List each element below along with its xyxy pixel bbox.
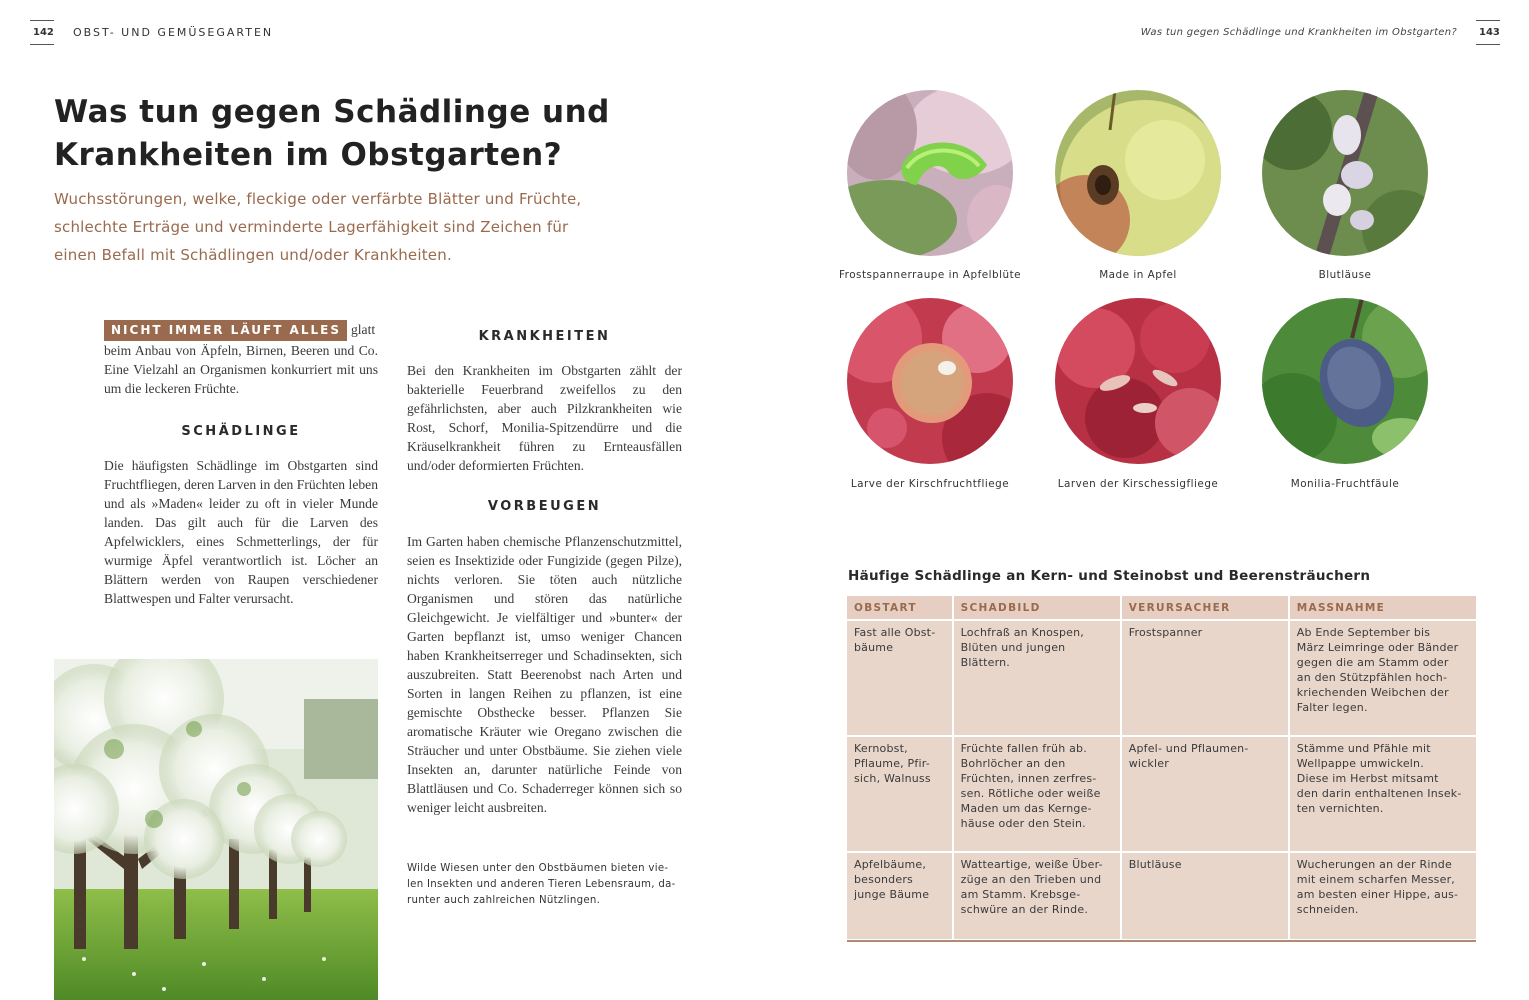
header-fruit-type: OBSTART [847,596,952,619]
table-cell-cause: Apfel- und Pflaumen- wickler [1122,737,1288,851]
pest-table-wrapper [845,594,1478,942]
article-title-line1: Was tun gegen Schädlinge und [54,94,610,130]
table-cell-damage: Watteartige, weiße Über- züge an den Trieben und am Stamm. Krebsge- schwüre an der Rinde. [954,853,1120,939]
diseases-heading: KRANKHEITEN [478,329,611,344]
table-row [847,853,1476,939]
header-damage: SCHADBILD [954,596,1120,619]
photo-maggot-in-apple [1055,90,1221,256]
table-cell-fruit-type: Kernobst, Pflaume, Pfir- sich, Walnuss [847,737,952,851]
pest-table-header-row [847,596,1476,619]
caption-monilia-fruit-rot: Monilia-Fruchtfäule [1290,478,1400,490]
left-running-title: OBST- UND GEMÜSEGARTEN [73,26,274,39]
article-lead [54,185,754,269]
prevention-paragraph: Im Garten haben chemische Pflanzenschutzmittel, seien es Insektizide oder Fungizide (gegen Pilze), nichts verloren. Sie töten auch nützliche Organismen und stören das natürliche Gleichgewicht. Je vielfältiger und »bunter« der Garten bepflanzt ist, umso weniger Chancen haben Krankheitserreger und Schadinsekten, sich auszubreiten. Statt Beerenobst nach Arten und Sorten in langen Reihen zu pflanzen, ist eine gemischte Obsthecke besser. Pflanzen Sie aromatische Kräuter wie Oregano zwischen die Sträucher und unter Obstbäume. Sie ziehen viele Insekten an, darunter natürliche Feinde von Blattläusen und Co. Schaderreger können sich so weniger leicht ausbreiten. [407,534,682,815]
orchard-photo-illustration [54,659,378,1000]
photo-winter-moth-caterpillar [847,90,1013,256]
article-title [54,91,754,177]
left-page-number: 142 [33,27,54,38]
intro-text: glatt beim Anbau von Äpfeln, Birnen, Beeren und Co. Eine Vielzahl an Organismen konkurriert mit uns um die leckeren Früchte. [104,322,378,396]
right-running-title: Was tun gegen Schädlinge und Krankheiten im Obstgarten? [1140,27,1457,38]
right-page-number-rule [1476,20,1500,21]
caption-woolly-aphids: Blutläuse [1318,269,1372,281]
table-cell-measure: Stämme und Pfähle mit Wellpappe umwickeln. Diese im Herbst mitsamt den darin enthaltenen Insek- ten vernichten. [1290,737,1476,851]
caption-maggot-in-apple: Made in Apfel [1099,269,1177,281]
left-page-number-rule [30,20,54,21]
orchard-photo-caption [407,861,697,909]
caption-winter-moth-caterpillar: Frostspannerraupe in Apfelblüte [838,269,1022,281]
table-row [847,621,1476,735]
diseases-paragraph: Bei den Krankheiten im Obstgarten zählt der bakterielle Feuerbrand zweifellos zu den gefährlichsten, aber auch Pilzkrankheiten wie Rost, Schorf, Monilia-Spitzendürre und die Kräuselkrankheit führen zu Ernteausfällen und/oder deformierten Früchten. [407,363,682,473]
table-cell-fruit-type: Fast alle Obst- bäume [847,621,952,735]
left-page-number-rule-bottom [30,44,54,45]
intro-paragraph [104,320,378,398]
header-measure: MASSNAHME [1290,596,1476,619]
right-page-number-rule-bottom [1476,44,1500,45]
article-title-line2: Krankheiten im Obstgarten? [54,137,563,173]
table-cell-damage: Früchte fallen früh ab. Bohrlöcher an den Früchten, innen zerfres- sen. Rötliche oder weiße Maden um das Kernge- häuse oder den Stein. [954,737,1120,851]
photo-spotted-wing-drosophila-larvae [1055,298,1221,464]
lead-line-3: einen Befall mit Schädlingen und/oder Krankheiten. [54,246,452,264]
pest-table [845,594,1478,941]
table-cell-damage: Lochfraß an Knospen, Blüten und jungen Blättern. [954,621,1120,735]
intro-kicker: NICHT IMMER LÄUFT ALLES [104,320,347,341]
table-cell-cause: Blutläuse [1122,853,1288,939]
photo-woolly-aphids [1262,90,1428,256]
pests-heading: SCHÄDLINGE [181,424,301,439]
photo-cherry-fruit-fly-larva [847,298,1013,464]
table-cell-measure: Ab Ende September bis März Leimringe oder Bänder gegen die am Stamm oder an den Stützpfählen hoch- kriechenden Weibchen der Falter legen. [1290,621,1476,735]
table-cell-measure: Wucherungen an der Rinde mit einem scharfen Messer, am besten einer Hippe, aus- schneiden. [1290,853,1476,939]
caption-line-3: runter auch zahlreichen Nützlingen. [407,895,601,906]
caption-spotted-wing-drosophila-larvae: Larven der Kirschessigfliege [1057,478,1219,490]
lead-line-1: Wuchsstörungen, welke, fleckige oder verfärbte Blätter und Früchte, [54,190,582,208]
table-cell-cause: Frostspanner [1122,621,1288,735]
caption-line-1: Wilde Wiesen unter den Obstbäumen bieten vie- [407,863,669,874]
photo-monilia-fruit-rot [1262,298,1428,464]
orchard-photo [54,659,378,1000]
caption-line-2: len Insekten und anderen Tieren Lebensraum, da- [407,879,676,890]
header-cause: VERURSACHER [1122,596,1288,619]
lead-line-2: schlechte Erträge und verminderte Lagerfähigkeit sind Zeichen für [54,218,569,236]
table-row [847,737,1476,851]
pest-table-title: Häufige Schädlinge an Kern- und Steinobst und Beerensträuchern [848,568,1371,584]
caption-cherry-fruit-fly-larva: Larve der Kirschfruchtfliege [850,478,1010,490]
prevention-heading: VORBEUGEN [487,499,602,514]
right-page-number: 143 [1479,27,1500,38]
table-cell-fruit-type: Apfelbäume, besonders junge Bäume [847,853,952,939]
pests-paragraph: Die häufigsten Schädlinge im Obstgarten sind Fruchtfliegen, deren Larven in den Früchten leben und als »Maden« leider zu oft in vieler Munde landen. Das gilt auch für die Larven des Apfelwicklers, eines Schmetterlings, der für wurmige Äpfel verantwortlich ist. Löcher an Blättern werden von Raupen verschiedener Blattwespen und Falter verursacht. [104,458,378,606]
pest-table-bottom-rule [847,940,1476,942]
